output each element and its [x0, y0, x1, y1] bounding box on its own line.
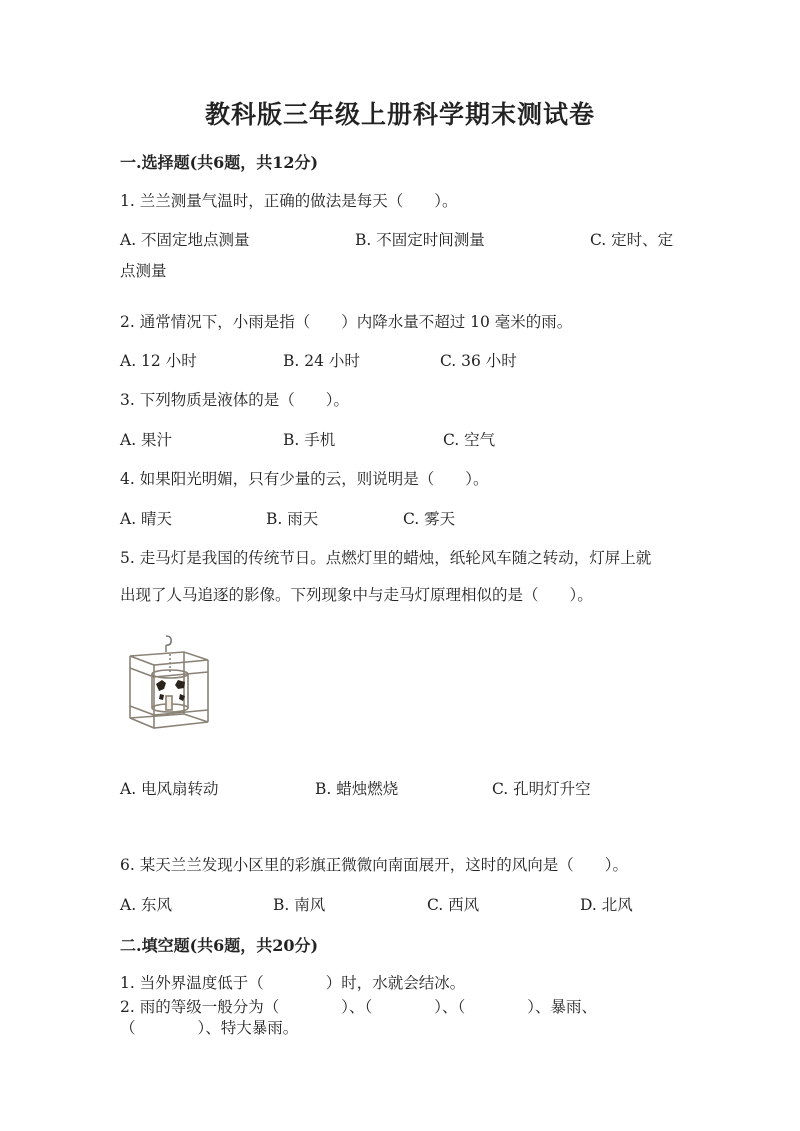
- question-4-option-b: B. 雨天: [266, 510, 319, 528]
- question-3-option-a: A. 果汁: [120, 431, 173, 449]
- question-5-stem-line1: 5. 走马灯是我国的传统节日。点燃灯里的蜡烛，纸轮风车随之转动，灯屏上就: [120, 549, 652, 567]
- question-3-option-c: C. 空气: [443, 431, 496, 449]
- question-1-option-c-continued: 点测量: [120, 262, 167, 280]
- question-4-option-c: C. 雾天: [403, 510, 456, 528]
- question-1-option-c: C. 定时、定: [590, 231, 674, 249]
- question-6-option-c: C. 西风: [427, 896, 480, 914]
- fill-question-1: 1. 当外界温度低于（ ）时，水就会结冰。: [120, 974, 466, 992]
- section-heading-choice: 一.选择题(共6题，共12分): [120, 153, 319, 172]
- question-5-option-a: A. 电风扇转动: [120, 780, 219, 798]
- revolving-lantern-image: [120, 634, 216, 738]
- fill-question-2-line1: 2. 雨的等级一般分为（ ）、（ ）、（ ）、暴雨、: [120, 998, 597, 1016]
- page-title: 教科版三年级上册科学期末测试卷: [204, 100, 595, 129]
- question-6-option-d: D. 北风: [580, 896, 633, 914]
- question-2-stem: 2. 通常情况下，小雨是指（ ）内降水量不超过 10 毫米的雨。: [120, 313, 573, 331]
- fill-question-2-line2: （ ）、特大暴雨。: [120, 1019, 299, 1037]
- section-heading-fill-blank: 二.填空题(共6题，共20分): [120, 936, 319, 955]
- question-5-option-b: B. 蜡烛燃烧: [315, 780, 399, 798]
- question-1-option-b: B. 不固定时间测量: [355, 231, 485, 249]
- question-2-option-b: B. 24 小时: [283, 352, 360, 370]
- question-5-stem-line2: 出现了人马追逐的影像。下列现象中与走马灯原理相似的是（ ）。: [120, 586, 593, 604]
- question-3-option-b: B. 手机: [283, 431, 336, 449]
- question-1-stem: 1. 兰兰测量气温时，正确的做法是每天（ ）。: [120, 192, 458, 210]
- question-2-option-a: A. 12 小时: [120, 352, 197, 370]
- question-3-stem: 3. 下列物质是液体的是（ ）。: [120, 391, 349, 409]
- question-6-option-a: A. 东风: [120, 896, 173, 914]
- question-1-option-a: A. 不固定地点测量: [120, 231, 250, 249]
- question-4-option-a: A. 晴天: [120, 510, 173, 528]
- question-2-option-c: C. 36 小时: [440, 352, 517, 370]
- question-6-option-b: B. 南风: [273, 896, 326, 914]
- question-4-stem: 4. 如果阳光明媚，只有少量的云，则说明是（ ）。: [120, 470, 489, 488]
- question-5-option-c: C. 孔明灯升空: [492, 780, 591, 798]
- question-6-stem: 6. 某天兰兰发现小区里的彩旗正微微向南面展开，这时的风向是（ ）。: [120, 856, 628, 874]
